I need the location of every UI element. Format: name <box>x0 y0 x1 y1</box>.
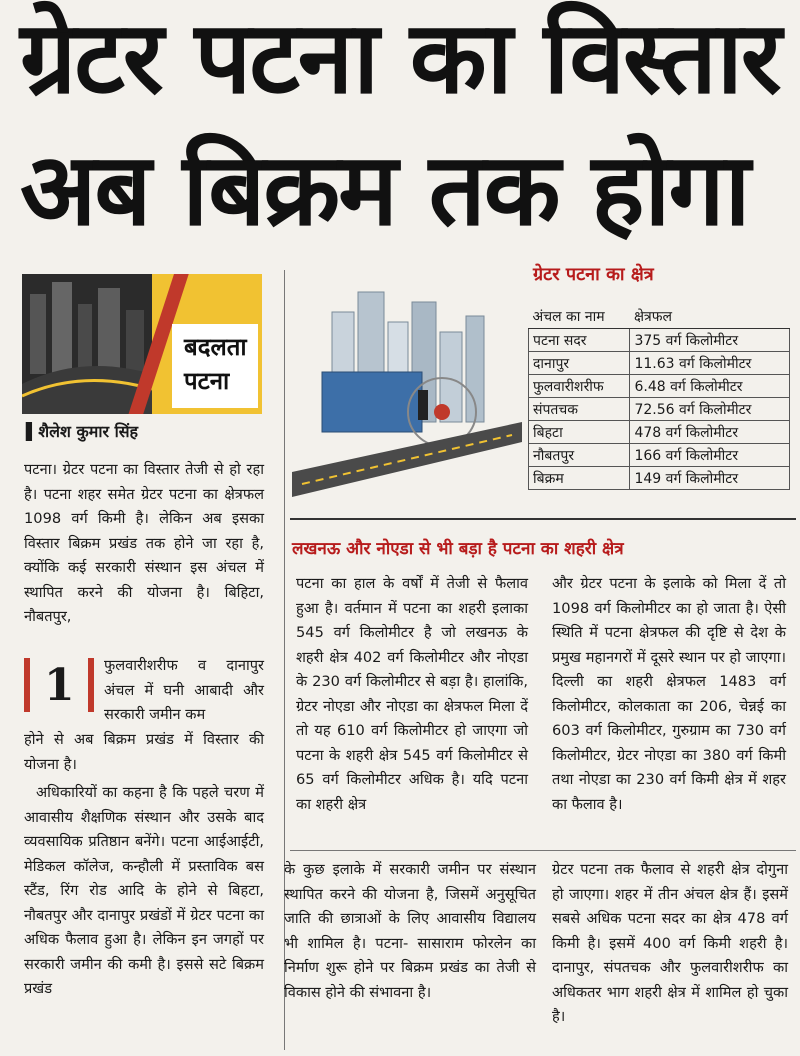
paragraph-b: पटना का हाल के वर्षों में तेजी से फैलाव हुआ है। वर्तमान में पटना का शहरी इलाका 545 वर्ग किलोमीटर है जो लखनऊ के शहरी क्षेत्र 402 वर्ग किलोमीटर और नोएडा के 230 वर्ग किलोमीटर से बड़ा है। हालांकि, ग्रेटर नोएडा और नोएडा का क्षेत्रफल मिला दें तो यह 610 वर्ग किलोमीटर हो जाएगा जो पटना के शहरी क्षेत्र 545 वर्ग किलोमीटर से 65 वर्ग किलोमीटर अधिक है। यदि पटना का शहरी क्षेत्र <box>296 575 528 813</box>
logo-title-2: पटना <box>184 367 230 395</box>
table-row: पटना सदर 375 वर्ग किलोमीटर <box>529 329 790 352</box>
logo-title-1: बदलता <box>184 333 247 361</box>
table-header-area: क्षेत्रफल <box>630 305 790 329</box>
author-byline: ▌शैलेश कुमार सिंह <box>26 422 139 441</box>
paragraph-d: के कुछ इलाके में सरकारी जमीन पर संस्थान स्थापित करने की योजना है, जिसमें अनुसूचित जाति की छात्राओं के लिए आवासीय विद्यालय भी शामिल है। पटना- सासाराम फोरलेन का निर्माण शुरू होने पर बिक्रम प्रखंड का तेजी से विकास होने की संभावना है। <box>284 861 536 1001</box>
section-rule <box>290 518 796 520</box>
column-d <box>284 858 536 1005</box>
table-row: फुलवारीशरीफ 6.48 वर्ग किलोमीटर <box>529 375 790 398</box>
paragraph-c: और ग्रेटर पटना के इलाके को मिला दें तो 1098 वर्ग किलोमीटर का हो जाता है। ऐसी स्थिति में पटना क्षेत्रफल की दृष्टि से देश के प्रमुख महानगरों में दूसरे स्थान पर हो जाएगा। दिल्ली का शहरी क्षेत्रफल 1483 वर्ग किलोमीटर, कोलकाता का 206, चेन्नई का 603 वर्ग किलोमीटर, गुरुग्राम का 730 वर्ग किलोमीटर, ग्रेटर नोएडा का 380 वर्ग किमी तथा नोएडा का 230 वर्ग किमी क्षेत्र में शहर का फैलाव है। <box>552 575 786 813</box>
dropcap-number: 1 <box>24 658 100 712</box>
city-illustration-icon <box>292 272 522 512</box>
area-table <box>528 305 790 490</box>
section-heading: लखनऊ और नोएडा से भी बड़ा है पटना का शहरी क्षेत्र <box>292 539 624 559</box>
section-bottom-rule <box>290 850 796 851</box>
table-header-zone: अंचल का नाम <box>529 305 630 329</box>
column-c <box>552 572 786 817</box>
headline-line-2: अब बिक्रम तक होगा <box>20 131 749 248</box>
table-row: दानापुर 11.63 वर्ग किलोमीटर <box>529 352 790 375</box>
paragraph-2: फुलवारीशरीफ व दानापुर अंचल में घनी आबादी और सरकारी जमीन कम <box>104 657 264 723</box>
paragraph-4: अधिकारियों का कहना है कि पहले चरण में आवासीय शैक्षणिक संस्थान और उसके बाद व्यवसायिक प्रतिष्ठान बनेंगे। पटना आईआईटी, मेडिकल कॉलेज, कन्हौली में प्रस्ताविक बस स्टैंड, रिंग रोड आदि के होने से बिहटा, नौबतपुर और दानापुर प्रखंडों में ग्रेटर पटना का अधिक फैलाव हुआ है। लेकिन इन जगहों पर सरकारी जमीन की कमी है। इससे सटे बिक्रम प्रखंड <box>24 784 264 997</box>
table-title: ग्रेटर पटना का क्षेत्र <box>533 264 654 285</box>
paragraph-1: पटना। ग्रेटर पटना का विस्तार तेजी से हो रहा है। पटना शहर समेत ग्रेटर पटना का क्षेत्रफल 1098 वर्ग किमी है। लेकिन अब इसका विस्तार बिक्रम प्रखंड तक होने जा रहा है, क्योंकि कई सरकारी संस्थान इस अंचल में स्थापित करने की योजना है। बिहिटा, नौबतपुर, <box>24 461 264 625</box>
column-a-wrap <box>104 654 264 728</box>
column-a-lower <box>24 728 264 1002</box>
column-a-top <box>24 458 264 630</box>
paragraph-3: होने से अब बिक्रम प्रखंड में विस्तार की योजना है। <box>24 731 264 773</box>
headline-line-1: ग्रेटर पटना का विस्तार <box>20 0 780 116</box>
table-row: बिक्रम 149 वर्ग किलोमीटर <box>529 467 790 490</box>
column-e <box>552 858 788 1030</box>
table-row: संपतचक 72.56 वर्ग किलोमीटर <box>529 398 790 421</box>
column-b <box>296 572 528 817</box>
series-logo <box>22 274 262 414</box>
table-row: नौबतपुर 166 वर्ग किलोमीटर <box>529 444 790 467</box>
table-row: बिहटा 478 वर्ग किलोमीटर <box>529 421 790 444</box>
paragraph-e: ग्रेटर पटना तक फैलाव से शहरी क्षेत्र दोगुना हो जाएगा। शहर में तीन अंचल क्षेत्र हैं। इसमें सबसे अधिक पटना सदर का क्षेत्र 478 वर्ग किमी है। इसमें 400 वर्ग किमी शहरी है। दानापुर, संपतचक और फुलवारीशरीफ का अधिकतर भाग शहरी क्षेत्र में शामिल हो चुका है। <box>552 861 788 1025</box>
